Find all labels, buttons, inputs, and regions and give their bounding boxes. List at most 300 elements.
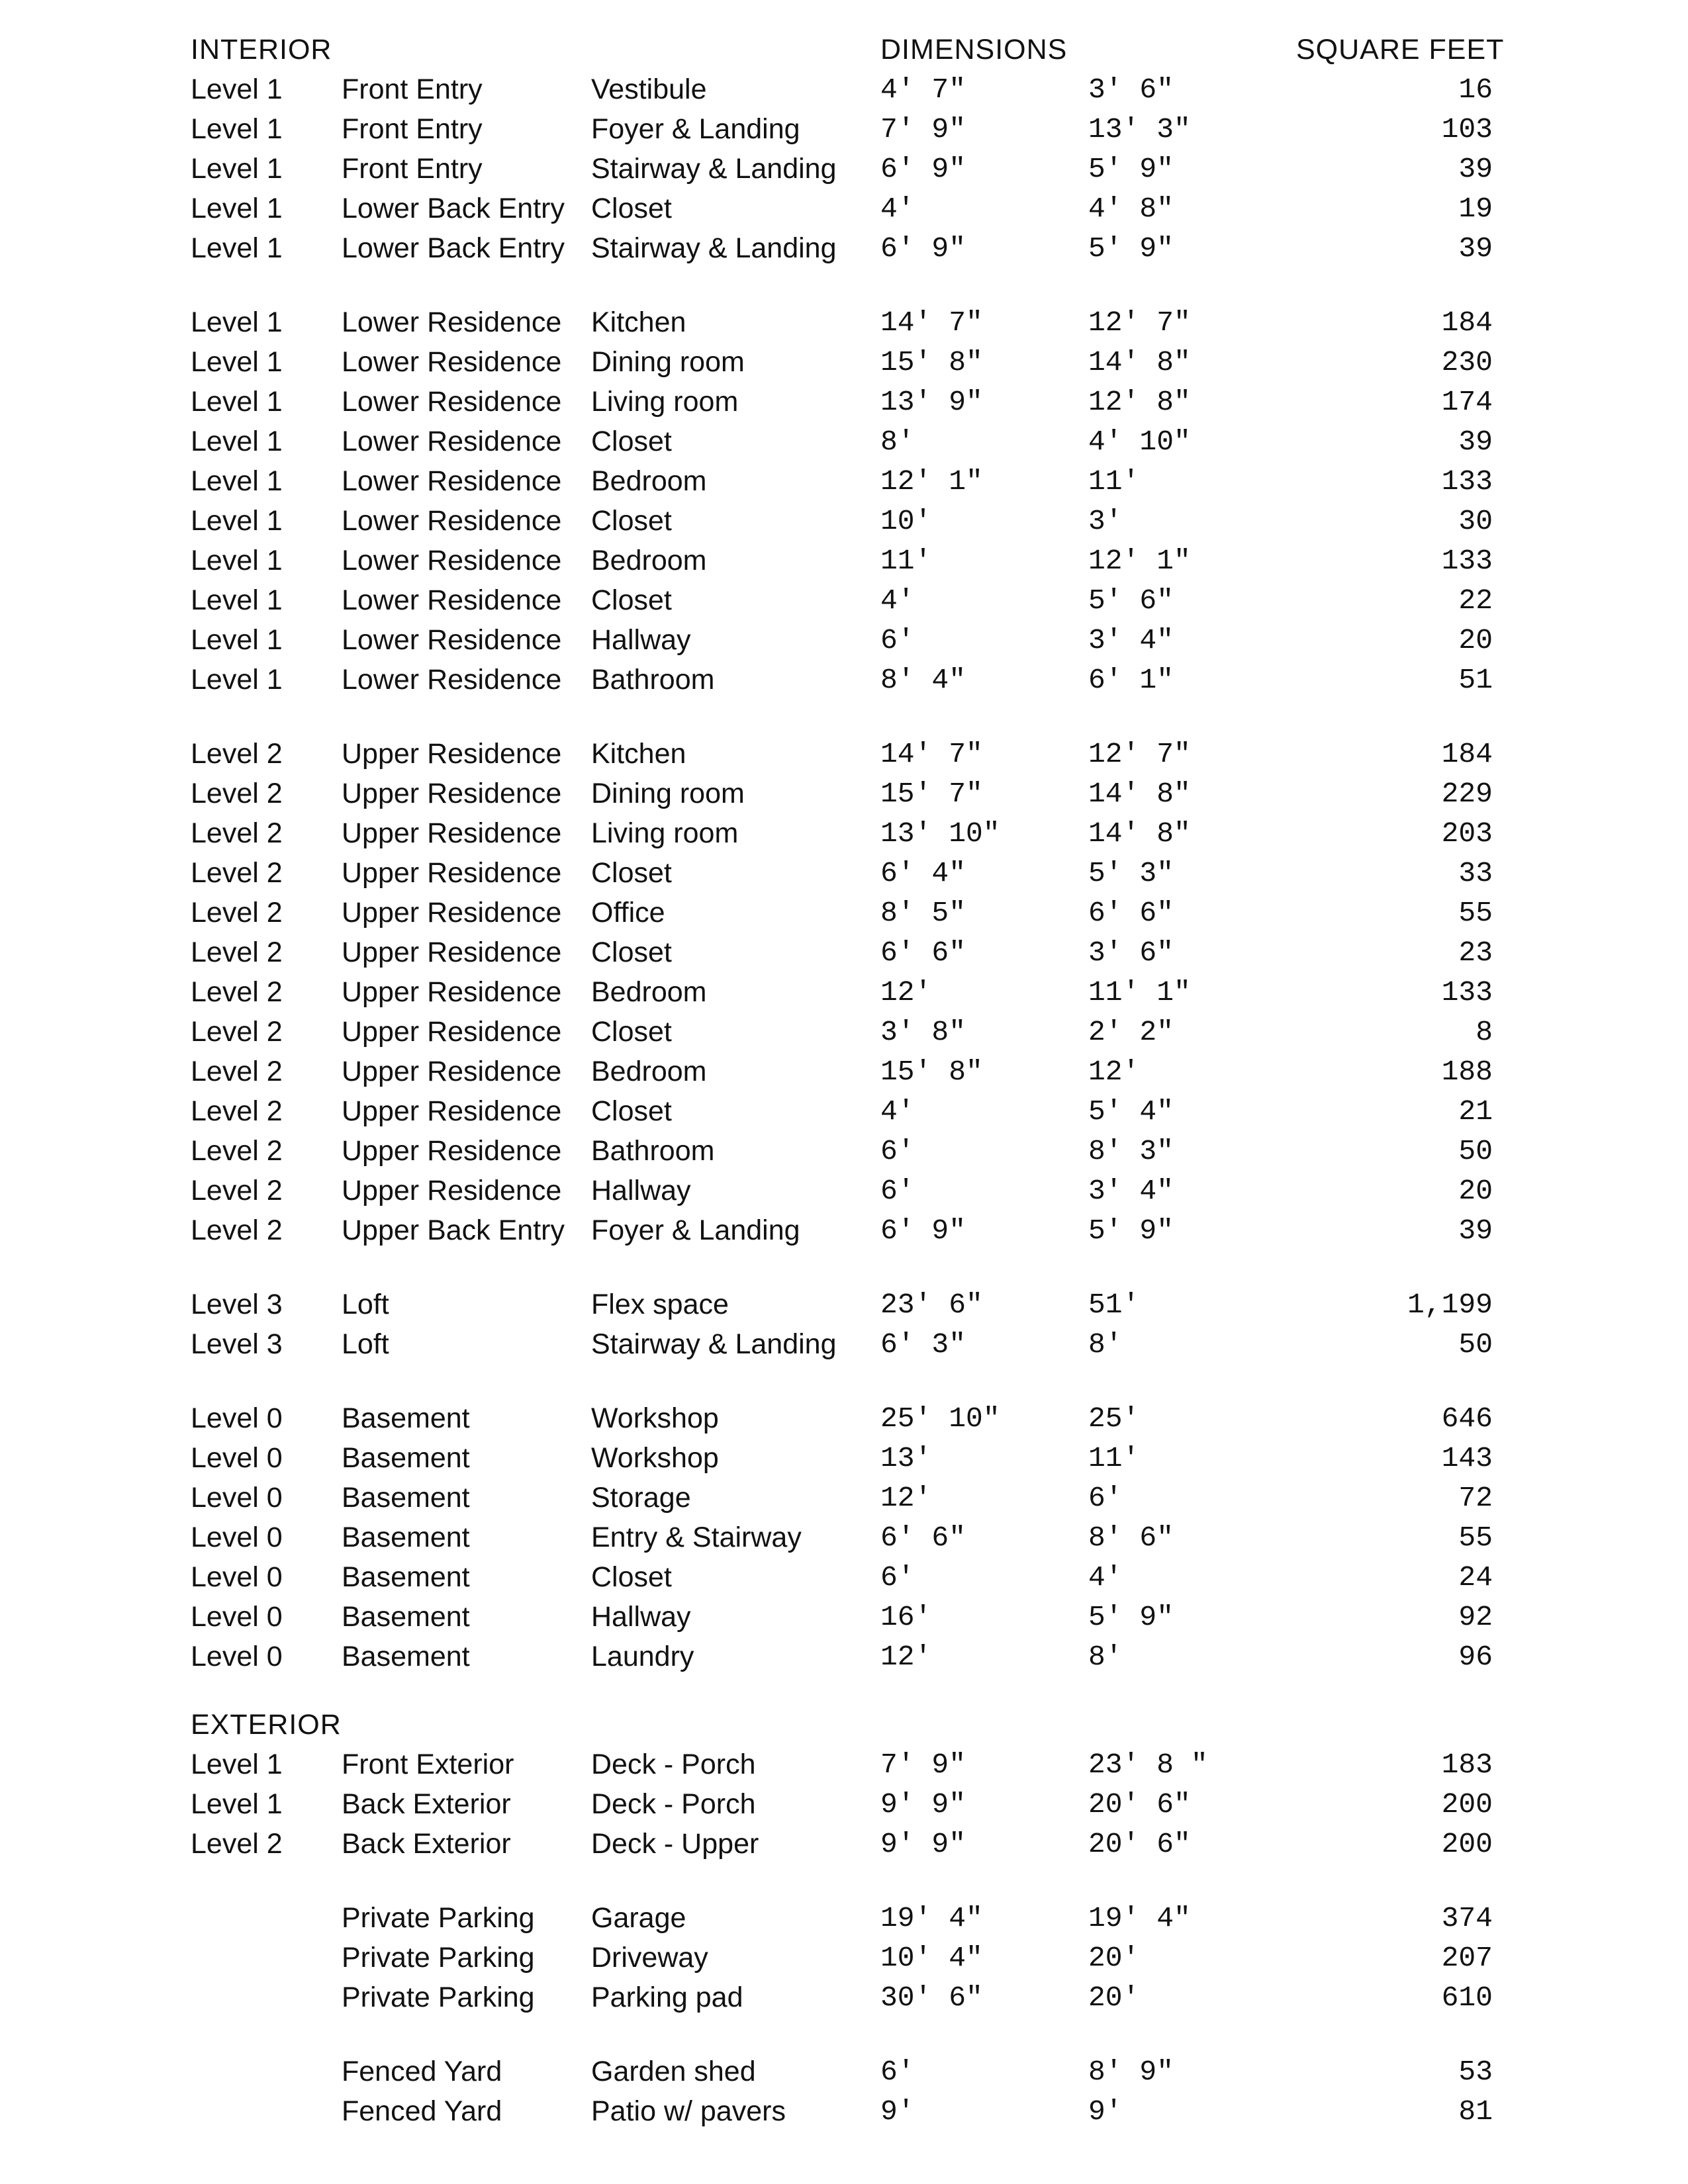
room-cell: Stairway & Landing [591, 232, 837, 264]
area-cell: Front Entry [342, 153, 483, 185]
length-cell: 5' 9" [1088, 153, 1174, 185]
room-cell: Closet [591, 193, 672, 224]
table-row [0, 780, 1688, 819]
table-row [0, 2058, 1688, 2097]
length-cell: 8' 9" [1088, 2056, 1174, 2088]
width-cell: 9' 9" [880, 1828, 966, 1860]
width-cell: 6' [880, 1135, 915, 1167]
room-cell: Closet [591, 505, 672, 537]
room-cell: Workshop [591, 1402, 719, 1434]
area-cell: Front Entry [342, 113, 483, 145]
sqft-cell: 39 [1458, 426, 1493, 458]
length-cell: 4' [1088, 1561, 1123, 1594]
sqft-cell: 20 [1458, 1175, 1493, 1207]
level-cell: Level 1 [191, 346, 283, 378]
width-cell: 6' 9" [880, 1214, 966, 1247]
table-row [0, 586, 1688, 626]
level-cell: Level 2 [191, 1056, 283, 1087]
area-cell: Upper Residence [342, 817, 562, 849]
room-cell: Dining room [591, 778, 745, 809]
length-cell: 3' 6" [1088, 936, 1174, 969]
length-cell: 5' 3" [1088, 857, 1174, 889]
sqft-cell: 229 [1441, 778, 1493, 810]
length-cell: 9' [1088, 2095, 1123, 2128]
room-cell: Bedroom [591, 465, 707, 497]
sqft-cell: 39 [1458, 1214, 1493, 1247]
area-cell: Front Exterior [342, 1749, 514, 1780]
width-cell: 9' [880, 2095, 915, 2128]
room-cell: Bedroom [591, 1056, 707, 1087]
table-row [0, 740, 1688, 780]
table-row [0, 859, 1688, 899]
sqft-cell: 55 [1458, 1522, 1493, 1554]
table-row [0, 1404, 1688, 1444]
area-cell: Back Exterior [342, 1788, 511, 1820]
length-cell: 6' [1088, 1482, 1123, 1514]
sqft-cell: 50 [1458, 1135, 1493, 1167]
level-cell: Level 2 [191, 1175, 283, 1206]
room-cell: Parking pad [591, 1981, 743, 2013]
area-cell: Upper Residence [342, 1056, 562, 1087]
sqft-cell: 33 [1458, 857, 1493, 889]
room-cell: Deck - Porch [591, 1788, 756, 1820]
room-cell: Living room [591, 386, 739, 418]
length-cell: 3' 4" [1088, 624, 1174, 657]
level-cell: Level 0 [191, 1482, 283, 1514]
sqft-cell: 184 [1441, 738, 1493, 770]
length-cell: 8' [1088, 1641, 1123, 1673]
room-cell: Foyer & Landing [591, 113, 800, 145]
length-cell: 4' 8" [1088, 193, 1174, 225]
room-cell: Patio w/ pavers [591, 2095, 786, 2127]
table-row [0, 195, 1688, 234]
area-cell: Basement [342, 1442, 470, 1474]
area-cell: Lower Residence [342, 346, 562, 378]
sqft-cell: 23 [1458, 936, 1493, 969]
width-cell: 6' [880, 624, 915, 657]
length-cell: 11' [1088, 1442, 1140, 1475]
sqft-cell: 55 [1458, 897, 1493, 929]
table-row [0, 1291, 1688, 1330]
sqft-cell: 183 [1441, 1749, 1493, 1781]
area-cell: Upper Residence [342, 1175, 562, 1206]
width-cell: 6' 3" [880, 1328, 966, 1361]
table-row [0, 348, 1688, 388]
sqft-cell: 610 [1441, 1981, 1493, 2014]
sqft-cell: 24 [1458, 1561, 1493, 1594]
room-cell: Stairway & Landing [591, 153, 837, 185]
level-cell: Level 1 [191, 584, 283, 616]
width-cell: 8' 4" [880, 664, 966, 696]
length-cell: 14' 8" [1088, 346, 1191, 379]
width-cell: 13' [880, 1442, 932, 1475]
room-cell: Kitchen [591, 306, 686, 338]
sqft-cell: 230 [1441, 346, 1493, 379]
length-cell: 12' [1088, 1056, 1140, 1088]
area-cell: Upper Residence [342, 1095, 562, 1127]
table-row [0, 1097, 1688, 1137]
width-cell: 6' 9" [880, 153, 966, 185]
level-cell: Level 0 [191, 1641, 283, 1672]
width-cell: 23' 6" [880, 1289, 983, 1321]
length-cell: 8' 3" [1088, 1135, 1174, 1167]
level-cell: Level 2 [191, 1135, 283, 1167]
width-cell: 12' [880, 976, 932, 1009]
width-cell: 16' [880, 1601, 932, 1633]
room-cell: Hallway [591, 624, 691, 656]
area-cell: Basement [342, 1522, 470, 1553]
level-cell: Level 2 [191, 936, 283, 968]
length-cell: 11' 1" [1088, 976, 1191, 1009]
level-cell: Level 2 [191, 1214, 283, 1246]
room-cell: Storage [591, 1482, 691, 1514]
room-cell: Kitchen [591, 738, 686, 770]
area-cell: Upper Residence [342, 738, 562, 770]
table-row [0, 428, 1688, 467]
sqft-cell: 53 [1458, 2056, 1493, 2088]
level-cell: Level 0 [191, 1442, 283, 1474]
table-row [0, 2097, 1688, 2137]
table-row [0, 388, 1688, 428]
table-row [0, 1444, 1688, 1484]
room-cell: Driveway [591, 1942, 708, 1974]
room-cell: Closet [591, 857, 672, 889]
table-row [0, 1177, 1688, 1216]
table-row [0, 1484, 1688, 1524]
room-cell: Bedroom [591, 976, 707, 1008]
room-cell: Garden shed [591, 2056, 756, 2087]
level-cell: Level 0 [191, 1522, 283, 1553]
sqft-cell: 22 [1458, 584, 1493, 617]
length-cell: 20' 6" [1088, 1828, 1191, 1860]
level-cell: Level 2 [191, 857, 283, 889]
sqft-cell: 174 [1441, 386, 1493, 418]
width-cell: 11' [880, 545, 932, 577]
area-cell: Upper Residence [342, 976, 562, 1008]
area-cell: Basement [342, 1601, 470, 1633]
room-cell: Garage [591, 1902, 686, 1934]
level-cell: Level 2 [191, 1095, 283, 1127]
sqft-cell: 21 [1458, 1095, 1493, 1128]
room-cell: Closet [591, 426, 672, 457]
level-cell: Level 2 [191, 817, 283, 849]
room-cell: Stairway & Landing [591, 1328, 837, 1360]
table-row [0, 1830, 1688, 1870]
length-cell: 23' 8 " [1088, 1749, 1208, 1781]
room-cell: Hallway [591, 1175, 691, 1206]
area-cell: Back Exterior [342, 1828, 511, 1860]
level-cell: Level 1 [191, 1749, 283, 1780]
exterior-section-title: EXTERIOR [191, 1709, 342, 1741]
sqft-cell: 51 [1458, 664, 1493, 696]
width-cell: 6' [880, 1561, 915, 1594]
table-row [0, 899, 1688, 938]
level-cell: Level 1 [191, 1788, 283, 1820]
sqft-cell: 200 [1441, 1788, 1493, 1821]
table-row [0, 938, 1688, 978]
length-cell: 19' 4" [1088, 1902, 1191, 1934]
level-cell: Level 2 [191, 738, 283, 770]
length-cell: 3' 6" [1088, 73, 1174, 106]
level-cell: Level 2 [191, 897, 283, 929]
length-cell: 5' 9" [1088, 232, 1174, 265]
area-cell: Basement [342, 1561, 470, 1593]
level-cell: Level 1 [191, 306, 283, 338]
room-cell: Vestibule [591, 73, 707, 105]
length-cell: 20' [1088, 1981, 1140, 2014]
dimensions-column-header: DIMENSIONS [880, 34, 1068, 66]
table-row [0, 1751, 1688, 1790]
sqft-cell: 16 [1458, 73, 1493, 106]
table-row [0, 666, 1688, 705]
area-cell: Upper Residence [342, 1135, 562, 1167]
length-cell: 13' 3" [1088, 113, 1191, 146]
area-cell: Fenced Yard [342, 2095, 502, 2127]
sqft-cell: 188 [1441, 1056, 1493, 1088]
width-cell: 13' 9" [880, 386, 983, 418]
area-cell: Basement [342, 1641, 470, 1672]
sqft-cell: 8 [1476, 1016, 1493, 1048]
area-cell: Loft [342, 1289, 389, 1320]
sqft-cell: 19 [1458, 193, 1493, 225]
room-cell: Laundry [591, 1641, 694, 1672]
room-cell: Closet [591, 936, 672, 968]
area-cell: Private Parking [342, 1902, 535, 1934]
length-cell: 12' 8" [1088, 386, 1191, 418]
level-cell: Level 3 [191, 1289, 283, 1320]
length-cell: 3' 4" [1088, 1175, 1174, 1207]
area-cell: Upper Residence [342, 1016, 562, 1048]
width-cell: 10' 4" [880, 1942, 983, 1974]
square-feet-column-header: SQUARE FEET [1296, 34, 1505, 66]
width-cell: 8' 5" [880, 897, 966, 929]
area-cell: Lower Residence [342, 505, 562, 537]
area-cell: Fenced Yard [342, 2056, 502, 2087]
room-cell: Office [591, 897, 665, 929]
sqft-cell: 1,199 [1407, 1289, 1493, 1321]
area-cell: Lower Residence [342, 545, 562, 576]
length-cell: 5' 4" [1088, 1095, 1174, 1128]
area-cell: Upper Back Entry [342, 1214, 565, 1246]
width-cell: 15' 7" [880, 778, 983, 810]
width-cell: 25' 10" [880, 1402, 1000, 1435]
width-cell: 4' [880, 193, 915, 225]
room-cell: Bathroom [591, 1135, 715, 1167]
table-row [0, 1790, 1688, 1830]
width-cell: 7' 9" [880, 113, 966, 146]
length-cell: 14' 8" [1088, 778, 1191, 810]
level-cell: Level 1 [191, 624, 283, 656]
room-cell: Workshop [591, 1442, 719, 1474]
length-cell: 12' 7" [1088, 306, 1191, 339]
sqft-cell: 50 [1458, 1328, 1493, 1361]
table-row [0, 1330, 1688, 1370]
room-cell: Entry & Stairway [591, 1522, 802, 1553]
sqft-cell: 133 [1441, 465, 1493, 498]
width-cell: 13' 10" [880, 817, 1000, 850]
sqft-cell: 72 [1458, 1482, 1493, 1514]
width-cell: 15' 8" [880, 1056, 983, 1088]
table-row [0, 308, 1688, 348]
area-cell: Private Parking [342, 1942, 535, 1974]
length-cell: 3' [1088, 505, 1123, 537]
room-cell: Deck - Porch [591, 1749, 756, 1780]
table-row [0, 1018, 1688, 1058]
sqft-cell: 184 [1441, 306, 1493, 339]
length-cell: 20' [1088, 1942, 1140, 1974]
width-cell: 6' 6" [880, 936, 966, 969]
room-cell: Bedroom [591, 545, 707, 576]
level-cell: Level 1 [191, 426, 283, 457]
level-cell: Level 0 [191, 1601, 283, 1633]
length-cell: 6' 1" [1088, 664, 1174, 696]
length-cell: 2' 2" [1088, 1016, 1174, 1048]
length-cell: 5' 9" [1088, 1214, 1174, 1247]
width-cell: 4' [880, 1095, 915, 1128]
area-cell: Upper Residence [342, 897, 562, 929]
width-cell: 10' [880, 505, 932, 537]
level-cell: Level 1 [191, 73, 283, 105]
length-cell: 6' 6" [1088, 897, 1174, 929]
room-cell: Flex space [591, 1289, 729, 1320]
level-cell: Level 1 [191, 153, 283, 185]
room-cell: Living room [591, 817, 739, 849]
area-cell: Lower Residence [342, 386, 562, 418]
area-cell: Lower Residence [342, 426, 562, 457]
table-row [0, 626, 1688, 666]
sqft-cell: 92 [1458, 1601, 1493, 1633]
width-cell: 9' 9" [880, 1788, 966, 1821]
sqft-cell: 20 [1458, 624, 1493, 657]
width-cell: 6' [880, 2056, 915, 2088]
sqft-cell: 646 [1441, 1402, 1493, 1435]
length-cell: 12' 7" [1088, 738, 1191, 770]
area-cell: Lower Back Entry [342, 193, 565, 224]
room-cell: Deck - Upper [591, 1828, 759, 1860]
table-row [0, 1563, 1688, 1603]
table-row [0, 75, 1688, 115]
level-cell: Level 1 [191, 232, 283, 264]
table-row [0, 1983, 1688, 2023]
level-cell: Level 3 [191, 1328, 283, 1360]
table-row [0, 1944, 1688, 1983]
table-row [0, 155, 1688, 195]
length-cell: 12' 1" [1088, 545, 1191, 577]
length-cell: 51' [1088, 1289, 1140, 1321]
room-cell: Closet [591, 1561, 672, 1593]
width-cell: 14' 7" [880, 738, 983, 770]
level-cell: Level 0 [191, 1561, 283, 1593]
interior-section-title: INTERIOR [191, 34, 332, 66]
sqft-cell: 96 [1458, 1641, 1493, 1673]
sqft-cell: 374 [1441, 1902, 1493, 1934]
table-row [0, 115, 1688, 155]
table-row [0, 1137, 1688, 1177]
room-cell: Closet [591, 1095, 672, 1127]
level-cell: Level 0 [191, 1402, 283, 1434]
width-cell: 12' 1" [880, 465, 983, 498]
sqft-cell: 39 [1458, 153, 1493, 185]
level-cell: Level 1 [191, 113, 283, 145]
level-cell: Level 2 [191, 1016, 283, 1048]
room-cell: Hallway [591, 1601, 691, 1633]
area-cell: Lower Residence [342, 664, 562, 696]
level-cell: Level 1 [191, 386, 283, 418]
length-cell: 5' 6" [1088, 584, 1174, 617]
length-cell: 11' [1088, 465, 1140, 498]
level-cell: Level 2 [191, 778, 283, 809]
width-cell: 3' 8" [880, 1016, 966, 1048]
length-cell: 8' 6" [1088, 1522, 1174, 1554]
table-row [0, 467, 1688, 507]
table-row [0, 1058, 1688, 1097]
length-cell: 4' 10" [1088, 426, 1191, 458]
width-cell: 4' [880, 584, 915, 617]
length-cell: 20' 6" [1088, 1788, 1191, 1821]
area-cell: Lower Residence [342, 624, 562, 656]
table-row [0, 1216, 1688, 1256]
width-cell: 30' 6" [880, 1981, 983, 2014]
area-cell: Lower Residence [342, 584, 562, 616]
room-cell: Foyer & Landing [591, 1214, 800, 1246]
table-row [0, 507, 1688, 547]
room-cell: Bathroom [591, 664, 715, 696]
level-cell: Level 1 [191, 193, 283, 224]
area-cell: Upper Residence [342, 778, 562, 809]
level-cell: Level 1 [191, 664, 283, 696]
table-row [0, 819, 1688, 859]
sqft-cell: 133 [1441, 976, 1493, 1009]
level-cell: Level 1 [191, 545, 283, 576]
table-row [0, 547, 1688, 586]
width-cell: 7' 9" [880, 1749, 966, 1781]
width-cell: 19' 4" [880, 1902, 983, 1934]
room-cell: Closet [591, 1016, 672, 1048]
area-cell: Basement [342, 1402, 470, 1434]
width-cell: 6' 9" [880, 232, 966, 265]
sqft-cell: 81 [1458, 2095, 1493, 2128]
area-cell: Upper Residence [342, 857, 562, 889]
width-cell: 6' [880, 1175, 915, 1207]
level-cell: Level 1 [191, 465, 283, 497]
table-row [0, 1524, 1688, 1563]
table-row [0, 1904, 1688, 1944]
level-cell: Level 2 [191, 1828, 283, 1860]
sqft-cell: 203 [1441, 817, 1493, 850]
room-cell: Closet [591, 584, 672, 616]
width-cell: 6' 4" [880, 857, 966, 889]
level-cell: Level 2 [191, 976, 283, 1008]
area-cell: Upper Residence [342, 936, 562, 968]
width-cell: 6' 6" [880, 1522, 966, 1554]
area-cell: Lower Residence [342, 306, 562, 338]
sqft-cell: 39 [1458, 232, 1493, 265]
area-cell: Front Entry [342, 73, 483, 105]
sqft-cell: 30 [1458, 505, 1493, 537]
table-row [0, 234, 1688, 274]
sqft-cell: 143 [1441, 1442, 1493, 1475]
length-cell: 5' 9" [1088, 1601, 1174, 1633]
length-cell: 25' [1088, 1402, 1140, 1435]
width-cell: 12' [880, 1641, 932, 1673]
table-row [0, 1603, 1688, 1643]
area-cell: Lower Back Entry [342, 232, 565, 264]
area-cell: Basement [342, 1482, 470, 1514]
width-cell: 4' 7" [880, 73, 966, 106]
level-cell: Level 1 [191, 505, 283, 537]
sqft-cell: 133 [1441, 545, 1493, 577]
width-cell: 12' [880, 1482, 932, 1514]
